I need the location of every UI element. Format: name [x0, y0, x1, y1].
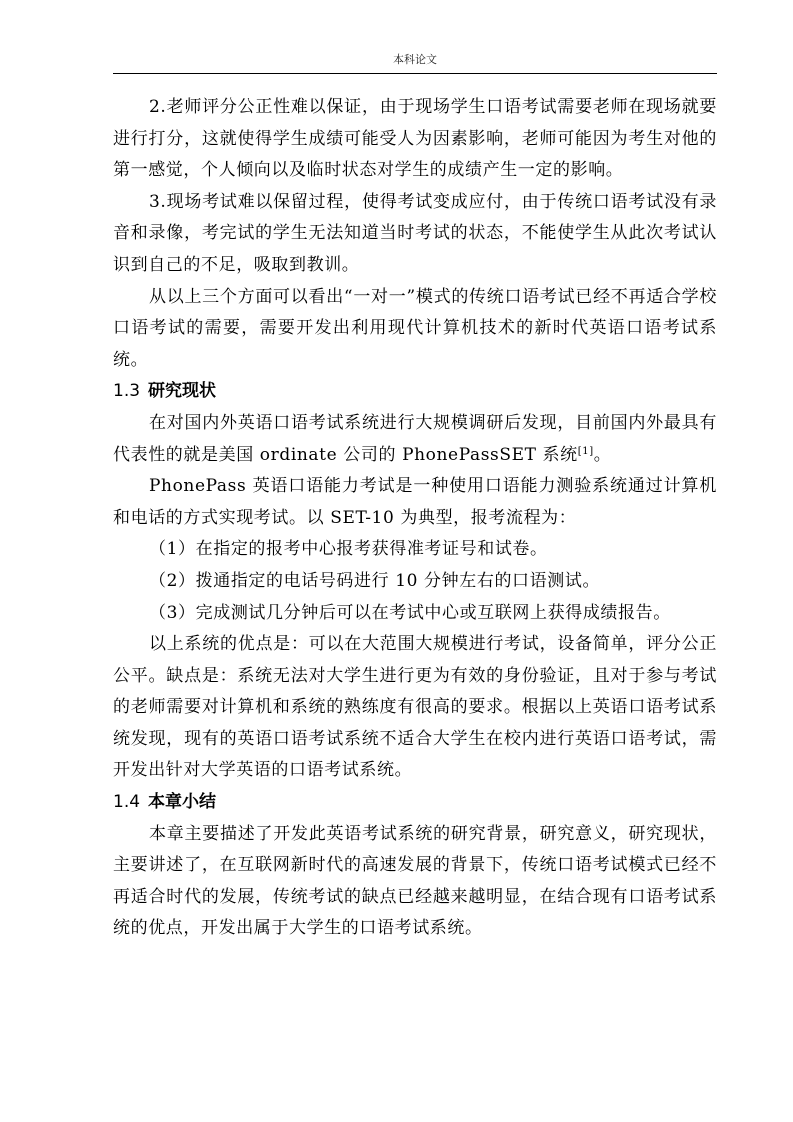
section-heading-1-3: [113, 376, 717, 408]
section-title: 本章小结: [148, 792, 217, 813]
header-title: 本科论文: [393, 53, 437, 66]
paragraph-conclusion: 从以上三个方面可以看出“一对一”模式的传统口语考试已经不再适合学校口语考试的需要，需要开发出利用现代计算机技术的新时代英语口语考试系统。: [113, 286, 717, 370]
paragraph-end: 。: [593, 444, 612, 465]
list-item-step-3: （3）完成测试几分钟后可以在考试中心或互联网上获得成绩报告。: [149, 602, 671, 623]
list-item-step-1: （1）在指定的报考中心报考获得准考证号和试卷。: [149, 539, 548, 560]
citation-ref: [1]: [577, 445, 594, 457]
section-number: 1.4: [113, 792, 141, 813]
paragraph-research-status: [113, 408, 717, 471]
paragraph-text: 在对国内外英语口语考试系统进行大规模调研后发现，目前国内外最具有代表性的就是美国 ordinate 公司的 PhonePassSET 系统: [113, 412, 717, 465]
document-body: [113, 92, 717, 945]
section-title: 研究现状: [148, 381, 217, 402]
section-heading-1-4: [113, 787, 717, 819]
paragraph-chapter-summary: 本章主要描述了开发此英语考试系统的研究背景，研究意义，研究现状，主要讲述了，在互联网新时代的高速发展的背景下，传统口语考试模式已经不再适合时代的发展，传统考试的缺点已经越来越明显，在结合现有口语考试系统的优点，开发出属于大学生的口语考试系统。: [113, 823, 717, 939]
paragraph-point-2: 2.老师评分公正性难以保证，由于现场学生口语考试需要老师在现场就要进行打分，这就使得学生成绩可能受人为因素影响，老师可能因为考生对他的第一感觉，个人倾向以及临时状态对学生的成绩产生一定的影响。: [113, 97, 717, 181]
paragraph-phonepass: PhonePass 英语口语能力考试是一种使用口语能力测验系统通过计算机和电话的方式实现考试。以 SET-10 为典型，报考流程为：: [113, 476, 717, 528]
paragraph-point-3: 3.现场考试难以保留过程，使得考试变成应付，由于传统口语考试没有录音和录像，考完试的学生无法知道当时考试的状态，不能使学生从此次考试认识到自己的不足，吸取到教训。: [113, 191, 717, 275]
page-header: [113, 52, 717, 74]
list-item-step-2: （2）拨通指定的电话号码进行 10 分钟左右的口语测试。: [149, 570, 601, 591]
section-number: 1.3: [113, 381, 141, 402]
paragraph-pros-cons: 以上系统的优点是：可以在大范围大规模进行考试，设备简单，评分公正公平。缺点是：系统无法对大学生进行更为有效的身份验证，且对于参与考试的老师需要对计算机和系统的熟练度有很高的要求。根据以上英语口语考试系统发现，现有的英语口语考试系统不适合大学生在校内进行英语口语考试，需开发出针对大学英语的口语考试系统。: [113, 634, 717, 781]
